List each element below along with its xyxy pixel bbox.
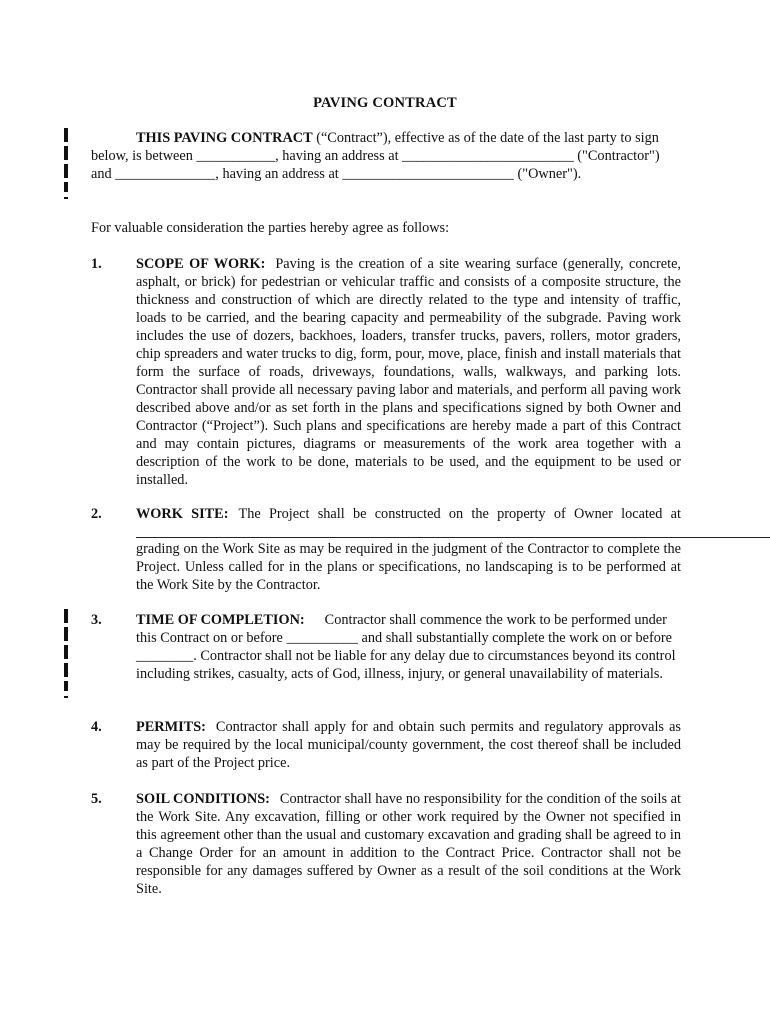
section-permits xyxy=(91,718,681,772)
section-text: Contractor shall apply for and obtain such permits and regulatory approvals as may be required by the local municipal/county government, the cost thereof shall be included as part of the Project price. xyxy=(136,719,681,771)
section-work-site xyxy=(91,505,681,523)
section-heading: WORK SITE: xyxy=(136,506,229,522)
section-text: Paving is the creation of a site wearing surface (generally, concrete, asphalt, or brick) for pedestrian or vehicular traffic and consists of a composite structure, the thickness and construction of which are directly related to the type and intensity of traffic, loads to be carried, and the bearing capacity and permeability of the subgrade. Paving work includes the use of dozers, backhoes, loaders, transfer trucks, pavers, rollers, motor graders, chip spreaders and water trucks to dig, form, pour, move, place, finish and install materials that form the surface of roads, driveways, foundations, walls, walkways, and parking lots. Contractor shall provide all necessary paving labor and materials, and perform all paving work described above and/or as set forth in the plans and specifications signed by both Owner and Contractor (“Project”). Such plans and specifications are hereby made a part of this Contract and may contain pictures, diagrams or measurements of the work area together with a description of the work to be done, materials to be used, and the equipment to be used or installed. xyxy=(136,256,681,488)
section-text: Contractor shall have no responsibility for the condition of the soils at the Work Site. Any excavation, filling or other work required by the Owner not specified in this agreement other than the usual and customary excavation and grading shall be agreed to in a Change Order for an amount in addition to the Contract Price. Contractor shall not be responsible for any damages suffered by Owner as a result of the soil conditions at the Work Site. xyxy=(136,791,681,897)
section-heading: SOIL CONDITIONS: xyxy=(136,791,270,807)
intro-lead: THIS PAVING CONTRACT xyxy=(136,130,313,146)
revision-marker xyxy=(64,696,68,698)
consideration-paragraph: For valuable consideration the parties hereby agree as follows: xyxy=(91,220,450,236)
section-heading: SCOPE OF WORK: xyxy=(136,256,266,272)
section-number: 4. xyxy=(91,719,102,735)
revision-marker xyxy=(64,128,68,142)
section-text: Contractor shall commence the work to be performed under this Contract on or before __________ and shall substantially complete the work on or before ________. Contractor shall not be liable for any delay due to circumstances beyond its control including strikes, casualty, acts of God, illness, injury, or general unavailability of materials. xyxy=(136,612,676,682)
section-number: 5. xyxy=(91,791,102,807)
section-text: grading on the Work Site as may be required in the judgment of the Contractor to complete the Project. Unless called for in the plans or specifications, no landscaping is to be performed at the Work Site by the Contractor. xyxy=(136,541,681,593)
intro-text: (“Contract”), effective as of the date of the last party to sign below, is between ___________, having an address at ________________________ ("Contractor") and ______________, having an address at ________________________ ("Owner"). xyxy=(91,130,660,182)
revision-marker xyxy=(64,663,68,677)
intro-paragraph xyxy=(91,129,681,183)
revision-marker xyxy=(64,164,68,178)
section-heading: TIME OF COMPLETION: xyxy=(136,612,305,628)
address-blank-line xyxy=(136,537,770,538)
section-number: 3. xyxy=(91,612,102,628)
section-soil-conditions xyxy=(91,790,681,898)
revision-marker xyxy=(64,627,68,641)
revision-marker xyxy=(64,182,68,192)
section-work-site-continuation xyxy=(91,540,681,594)
revision-marker xyxy=(64,645,68,659)
section-number: 2. xyxy=(91,506,102,522)
revision-marker xyxy=(64,681,68,691)
revision-marker xyxy=(64,146,68,160)
section-time-of-completion xyxy=(91,611,681,683)
revision-marker xyxy=(64,197,68,199)
revision-marker xyxy=(64,609,68,623)
section-number: 1. xyxy=(91,256,102,272)
section-scope-of-work xyxy=(91,255,681,489)
page-title: PAVING CONTRACT xyxy=(313,95,457,111)
section-text: The Project shall be constructed on the property of Owner located at xyxy=(238,506,681,522)
section-heading: PERMITS: xyxy=(136,719,206,735)
